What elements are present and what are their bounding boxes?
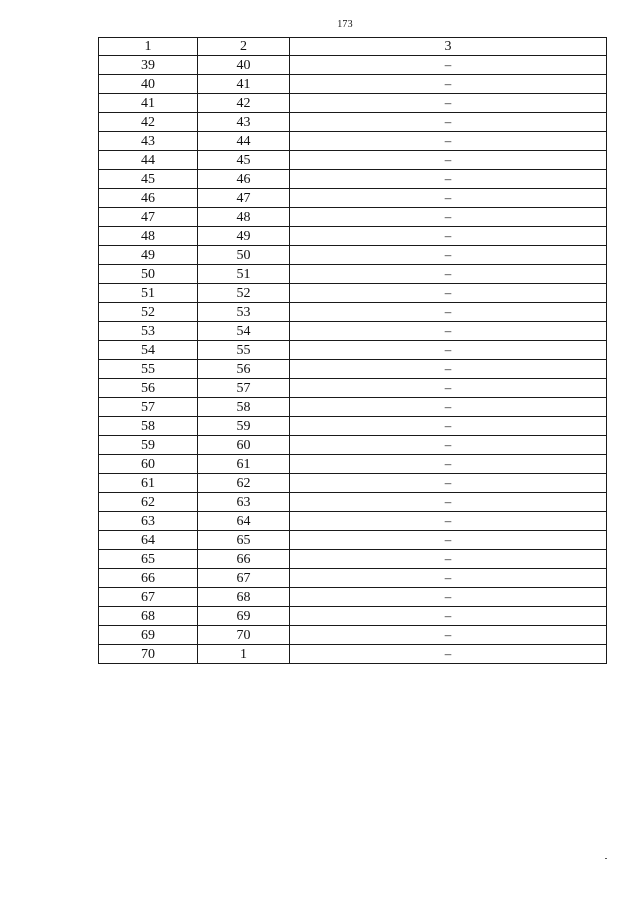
table-row — [99, 436, 607, 455]
table-cell: 53 — [99, 322, 198, 341]
table-cell: 56 — [99, 379, 198, 398]
table-cell: 43 — [198, 113, 290, 132]
dash-mark: – — [444, 589, 452, 604]
dash-mark: – — [444, 304, 452, 319]
table-cell: 57 — [198, 379, 290, 398]
dash-cell — [290, 322, 607, 341]
dash-mark: – — [444, 646, 452, 661]
table-cell: 45 — [99, 170, 198, 189]
dash-cell — [290, 398, 607, 417]
dash-cell — [290, 550, 607, 569]
dash-cell — [290, 284, 607, 303]
dash-mark: – — [444, 247, 452, 262]
dash-cell — [290, 341, 607, 360]
table-cell: 52 — [99, 303, 198, 322]
dash-mark: – — [444, 342, 452, 357]
table-row — [99, 189, 607, 208]
dash-cell — [290, 645, 607, 664]
table-cell: 43 — [99, 132, 198, 151]
dash-mark: – — [444, 133, 452, 148]
table-cell: 61 — [198, 455, 290, 474]
dash-cell — [290, 474, 607, 493]
dash-mark: – — [444, 494, 452, 509]
table-cell: 68 — [99, 607, 198, 626]
table-cell: 40 — [198, 56, 290, 75]
dash-mark: – — [444, 399, 452, 414]
dash-mark: – — [444, 380, 452, 395]
table-cell: 69 — [99, 626, 198, 645]
table-header — [99, 38, 607, 56]
table-cell: 54 — [198, 322, 290, 341]
table-cell: 59 — [99, 436, 198, 455]
dash-cell — [290, 113, 607, 132]
table-row — [99, 474, 607, 493]
table-cell: 65 — [198, 531, 290, 550]
column-header-1: 1 — [99, 38, 198, 56]
page-number: 173 — [337, 19, 353, 30]
table-cell: 42 — [198, 94, 290, 113]
dash-cell — [290, 151, 607, 170]
table-cell: 61 — [99, 474, 198, 493]
table-row — [99, 531, 607, 550]
dash-cell — [290, 493, 607, 512]
dash-mark: – — [444, 209, 452, 224]
table-row — [99, 56, 607, 75]
dash-mark: – — [444, 570, 452, 585]
dash-mark: – — [444, 608, 452, 623]
table-row — [99, 645, 607, 664]
table-cell: 41 — [198, 75, 290, 94]
table-cell: 47 — [99, 208, 198, 227]
dash-mark: – — [444, 361, 452, 376]
dash-cell — [290, 56, 607, 75]
dash-cell — [290, 607, 607, 626]
table-row — [99, 398, 607, 417]
table-cell: 69 — [198, 607, 290, 626]
table-cell: 65 — [99, 550, 198, 569]
table-cell: 53 — [198, 303, 290, 322]
header-row — [99, 38, 607, 56]
table-row — [99, 493, 607, 512]
table-cell: 68 — [198, 588, 290, 607]
table-row — [99, 284, 607, 303]
table-row — [99, 588, 607, 607]
table-cell: 42 — [99, 113, 198, 132]
table-row — [99, 208, 607, 227]
table-row — [99, 417, 607, 436]
table-cell: 58 — [198, 398, 290, 417]
table-cell: 57 — [99, 398, 198, 417]
table-cell: 46 — [198, 170, 290, 189]
table-cell: 44 — [198, 132, 290, 151]
dash-mark: – — [444, 95, 452, 110]
table-row — [99, 455, 607, 474]
dash-cell — [290, 246, 607, 265]
dash-cell — [290, 265, 607, 284]
table-row — [99, 379, 607, 398]
table-cell: 56 — [198, 360, 290, 379]
dash-mark: – — [444, 323, 452, 338]
dash-cell — [290, 132, 607, 151]
table-cell: 48 — [99, 227, 198, 246]
table-row — [99, 569, 607, 588]
table-body — [99, 56, 607, 664]
dash-mark: – — [444, 456, 452, 471]
table-row — [99, 227, 607, 246]
table-cell: 63 — [198, 493, 290, 512]
table-cell: 70 — [99, 645, 198, 664]
table-cell: 64 — [198, 512, 290, 531]
dash-mark: – — [444, 627, 452, 642]
table-row — [99, 132, 607, 151]
dash-cell — [290, 455, 607, 474]
table-row — [99, 607, 607, 626]
column-header-3: 3 — [290, 38, 607, 56]
table-row — [99, 113, 607, 132]
table-row — [99, 512, 607, 531]
table-cell: 45 — [198, 151, 290, 170]
table-cell: 58 — [99, 417, 198, 436]
dash-mark: – — [444, 171, 452, 186]
table-cell: 52 — [198, 284, 290, 303]
table-cell: 49 — [99, 246, 198, 265]
table-cell: 47 — [198, 189, 290, 208]
table-row — [99, 550, 607, 569]
table-cell: 67 — [99, 588, 198, 607]
dash-cell — [290, 379, 607, 398]
dash-mark: – — [444, 266, 452, 281]
table-cell: 50 — [198, 246, 290, 265]
dash-cell — [290, 227, 607, 246]
scan-speck — [605, 858, 607, 859]
table-cell: 49 — [198, 227, 290, 246]
table-row — [99, 94, 607, 113]
dash-mark: – — [444, 551, 452, 566]
table-row — [99, 170, 607, 189]
table-cell: 62 — [198, 474, 290, 493]
column-header-2: 2 — [198, 38, 290, 56]
table-cell: 66 — [198, 550, 290, 569]
dash-cell — [290, 189, 607, 208]
table-row — [99, 303, 607, 322]
data-table — [98, 37, 607, 664]
table-cell: 51 — [99, 284, 198, 303]
dash-mark: – — [444, 152, 452, 167]
dash-mark: – — [444, 285, 452, 300]
table-cell: 48 — [198, 208, 290, 227]
table-cell: 54 — [99, 341, 198, 360]
table-cell: 39 — [99, 56, 198, 75]
dash-cell — [290, 569, 607, 588]
dash-cell — [290, 588, 607, 607]
table-cell: 59 — [198, 417, 290, 436]
table-cell: 55 — [198, 341, 290, 360]
table-cell: 60 — [99, 455, 198, 474]
table-row — [99, 246, 607, 265]
dash-mark: – — [444, 190, 452, 205]
table-cell: 51 — [198, 265, 290, 284]
table-row — [99, 626, 607, 645]
dash-mark: – — [444, 532, 452, 547]
dash-cell — [290, 208, 607, 227]
dash-mark: – — [444, 475, 452, 490]
dash-mark: – — [444, 57, 452, 72]
table-cell: 50 — [99, 265, 198, 284]
table-cell: 67 — [198, 569, 290, 588]
dash-mark: – — [444, 418, 452, 433]
table-cell: 60 — [198, 436, 290, 455]
dash-mark: – — [444, 114, 452, 129]
dash-cell — [290, 360, 607, 379]
table-row — [99, 322, 607, 341]
dash-mark: – — [444, 76, 452, 91]
dash-mark: – — [444, 228, 452, 243]
dash-mark: – — [444, 513, 452, 528]
table-cell: 63 — [99, 512, 198, 531]
dash-cell — [290, 436, 607, 455]
dash-cell — [290, 531, 607, 550]
table-row — [99, 341, 607, 360]
table-cell: 41 — [99, 94, 198, 113]
table-cell: 44 — [99, 151, 198, 170]
dash-cell — [290, 75, 607, 94]
table-cell: 64 — [99, 531, 198, 550]
dash-cell — [290, 170, 607, 189]
dash-cell — [290, 94, 607, 113]
table-row — [99, 151, 607, 170]
table-cell: 40 — [99, 75, 198, 94]
table-cell: 46 — [99, 189, 198, 208]
dash-mark: – — [444, 437, 452, 452]
dash-cell — [290, 303, 607, 322]
table-row — [99, 265, 607, 284]
table-cell: 70 — [198, 626, 290, 645]
table-row — [99, 360, 607, 379]
table-cell: 1 — [198, 645, 290, 664]
table-cell: 62 — [99, 493, 198, 512]
table-cell: 55 — [99, 360, 198, 379]
dash-cell — [290, 417, 607, 436]
table-cell: 66 — [99, 569, 198, 588]
dash-cell — [290, 626, 607, 645]
dash-cell — [290, 512, 607, 531]
table-row — [99, 75, 607, 94]
